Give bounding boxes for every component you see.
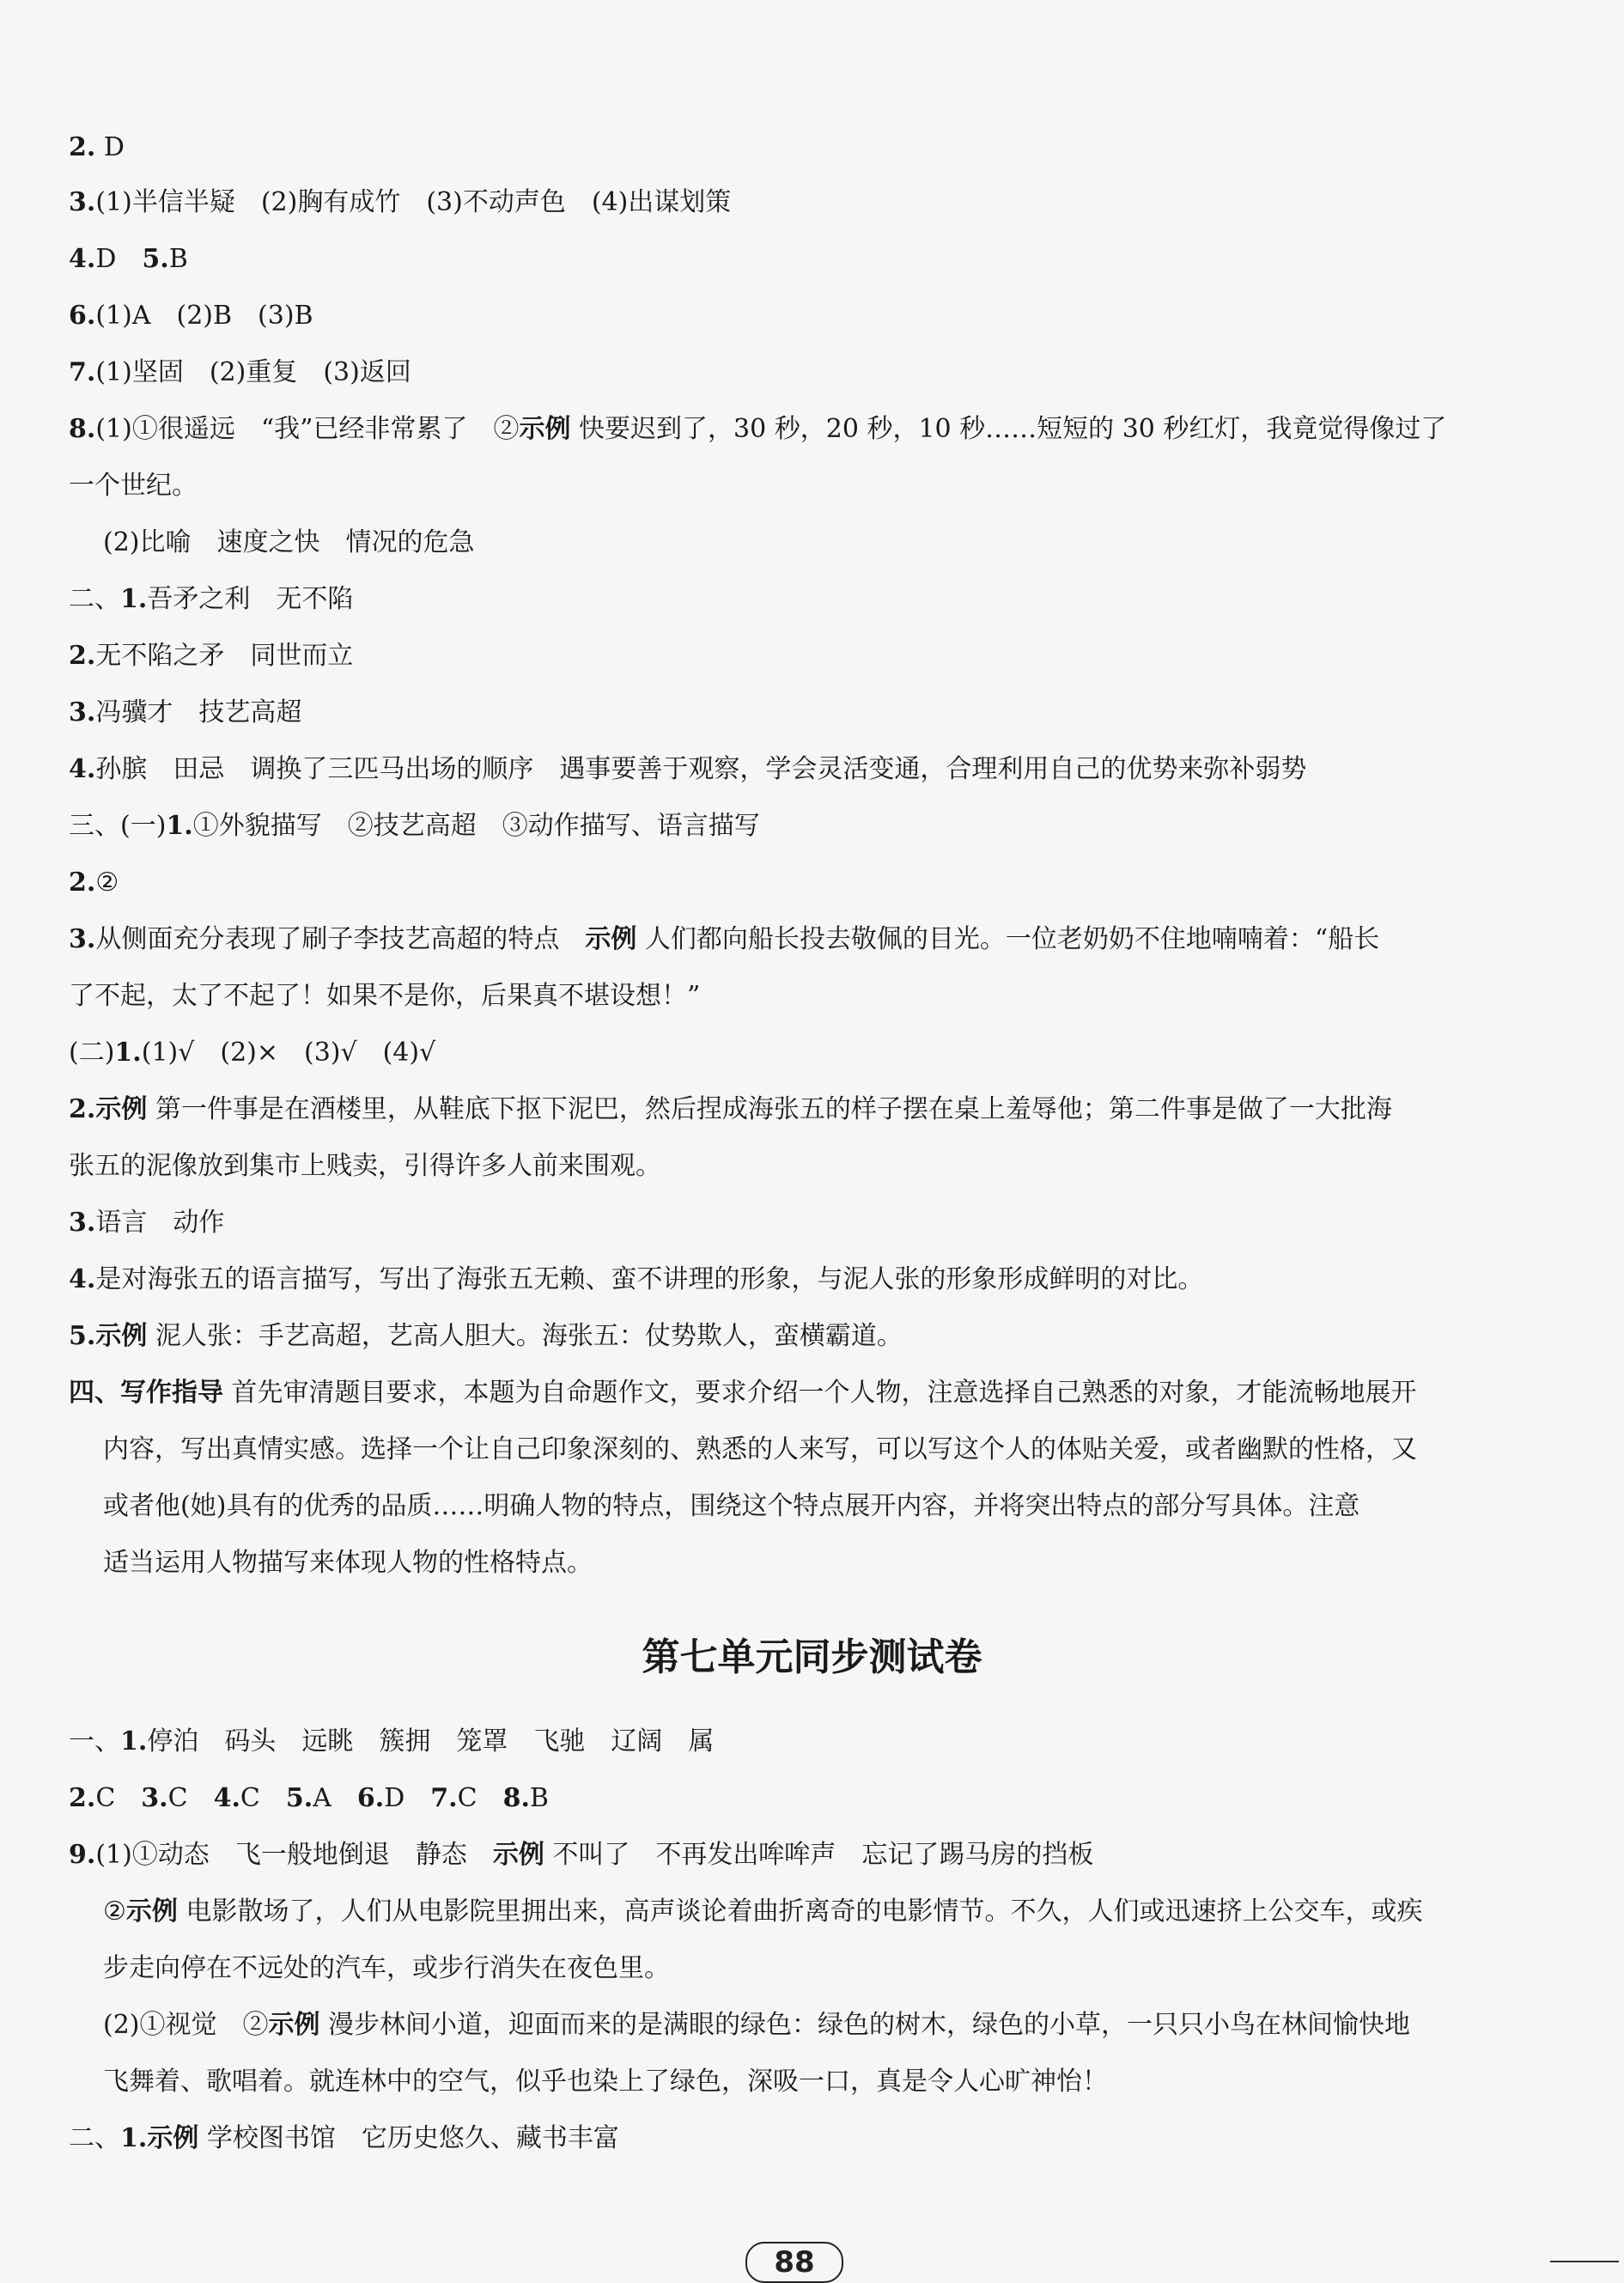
answer-line: 步走向停在不远处的汽车，或步行消失在夜色里。 <box>103 1953 670 1983</box>
answer-line: 2.C 3.C 4.C 5.A 6.D 7.C 8.B <box>69 1783 549 1813</box>
answer-line: 三、(一)1.①外貌描写 ②技艺高超 ③动作描写、语言描写 <box>69 811 760 841</box>
answer-line: 四、写作指导 首先审清题目要求，本题为自命题作文，要求介绍一个人物，注意选择自己熟悉的对象，才能流畅地展开 <box>69 1378 1417 1408</box>
answer-line: 8.(1)①很遥远 “我”已经非常累了 ②示例 快要迟到了，30 秒，20 秒，10 秒……短短的 30 秒红灯，我竟觉得像过了 <box>69 414 1447 444</box>
answer-line: 3.语言 动作 <box>69 1208 225 1238</box>
answer-line: 9.(1)①动态 飞一般地倒退 静态 示例 不叫了 不再发出哞哞声 忘记了踢马房的挡板 <box>69 1840 1094 1870</box>
answer-line: 7.(1)坚固 (2)重复 (3)返回 <box>69 357 411 387</box>
answer-line: 2.② <box>69 868 119 898</box>
answer-line: (2)比喻 速度之快 情况的危急 <box>103 527 475 557</box>
answer-line: 二、1.示例 学校图书馆 它历史悠久、藏书丰富 <box>69 2123 619 2153</box>
answer-line: 内容，写出真情实感。选择一个让自己印象深刻的、熟悉的人来写，可以写这个人的体贴关爱，或者幽默的性格，又 <box>103 1434 1417 1464</box>
answer-line: 4.D 5.B <box>69 244 188 274</box>
answer-line: 3.冯骥才 技艺高超 <box>69 697 302 728</box>
answer-line: 一、1.停泊 码头 远眺 簇拥 笼罩 飞驰 辽阔 属 <box>69 1726 715 1756</box>
answer-line: 适当运用人物描写来体现人物的性格特点。 <box>103 1548 593 1578</box>
answer-line: 飞舞着、歌唱着。就连林中的空气，似乎也染上了绿色，深吸一口，真是令人心旷神怡！ <box>103 2067 1108 2097</box>
page-number: 88 <box>745 2242 843 2283</box>
answer-line: 2. D <box>69 132 125 162</box>
corner-rule <box>1550 2261 1619 2262</box>
answer-line: 4.孙膑 田忌 调换了三匹马出场的顺序 遇事要善于观察，学会灵活变通，合理利用自己的优势来弥补弱势 <box>69 754 1307 784</box>
answer-line: 张五的泥像放到集市上贱卖，引得许多人前来围观。 <box>69 1151 661 1181</box>
answer-line: 一个世纪。 <box>69 471 198 501</box>
answer-line: (二)1.(1)√ (2)× (3)√ (4)√ <box>69 1038 436 1068</box>
answer-line: (2)①视觉 ②示例 漫步林间小道，迎面而来的是满眼的绿色：绿色的树木，绿色的小草，一只只小鸟在林间愉快地 <box>103 2010 1411 2040</box>
answer-line: 3.从侧面充分表现了刷子李技艺高超的特点 示例 人们都向船长投去敬佩的目光。一位老奶奶不住地喃喃着：“船长 <box>69 924 1380 954</box>
answer-line: 2.示例 第一件事是在酒楼里，从鞋底下抠下泥巴，然后捏成海张五的样子摆在桌上羞辱他；第二件事是做了一大批海 <box>69 1094 1392 1124</box>
answer-line: 4.是对海张五的语言描写，写出了海张五无赖、蛮不讲理的形象，与泥人张的形象形成鲜明的对比。 <box>69 1264 1204 1294</box>
answer-line: 2.无不陷之矛 同世而立 <box>69 641 354 671</box>
answer-line: 或者他(她)具有的优秀的品质……明确人物的特点，围绕这个特点展开内容，并将突出特点的部分写具体。注意 <box>103 1491 1360 1521</box>
section-title: 第七单元同步测试卷 <box>642 1635 982 1679</box>
answer-line: 了不起，太了不起了！如果不是你，后果真不堪设想！” <box>69 981 701 1011</box>
answer-line: 3.(1)半信半疑 (2)胸有成竹 (3)不动声色 (4)出谋划策 <box>69 187 732 217</box>
answer-line: 5.示例 泥人张：手艺高超，艺高人胆大。海张五：仗势欺人，蛮横霸道。 <box>69 1321 903 1351</box>
answer-line: ②示例 电影散场了，人们从电影院里拥出来，高声谈论着曲折离奇的电影情节。不久，人们或迅速挤上公交车，或疾 <box>103 1896 1423 1927</box>
answer-line: 6.(1)A (2)B (3)B <box>69 301 313 331</box>
answer-line: 二、1.吾矛之利 无不陷 <box>69 584 354 614</box>
